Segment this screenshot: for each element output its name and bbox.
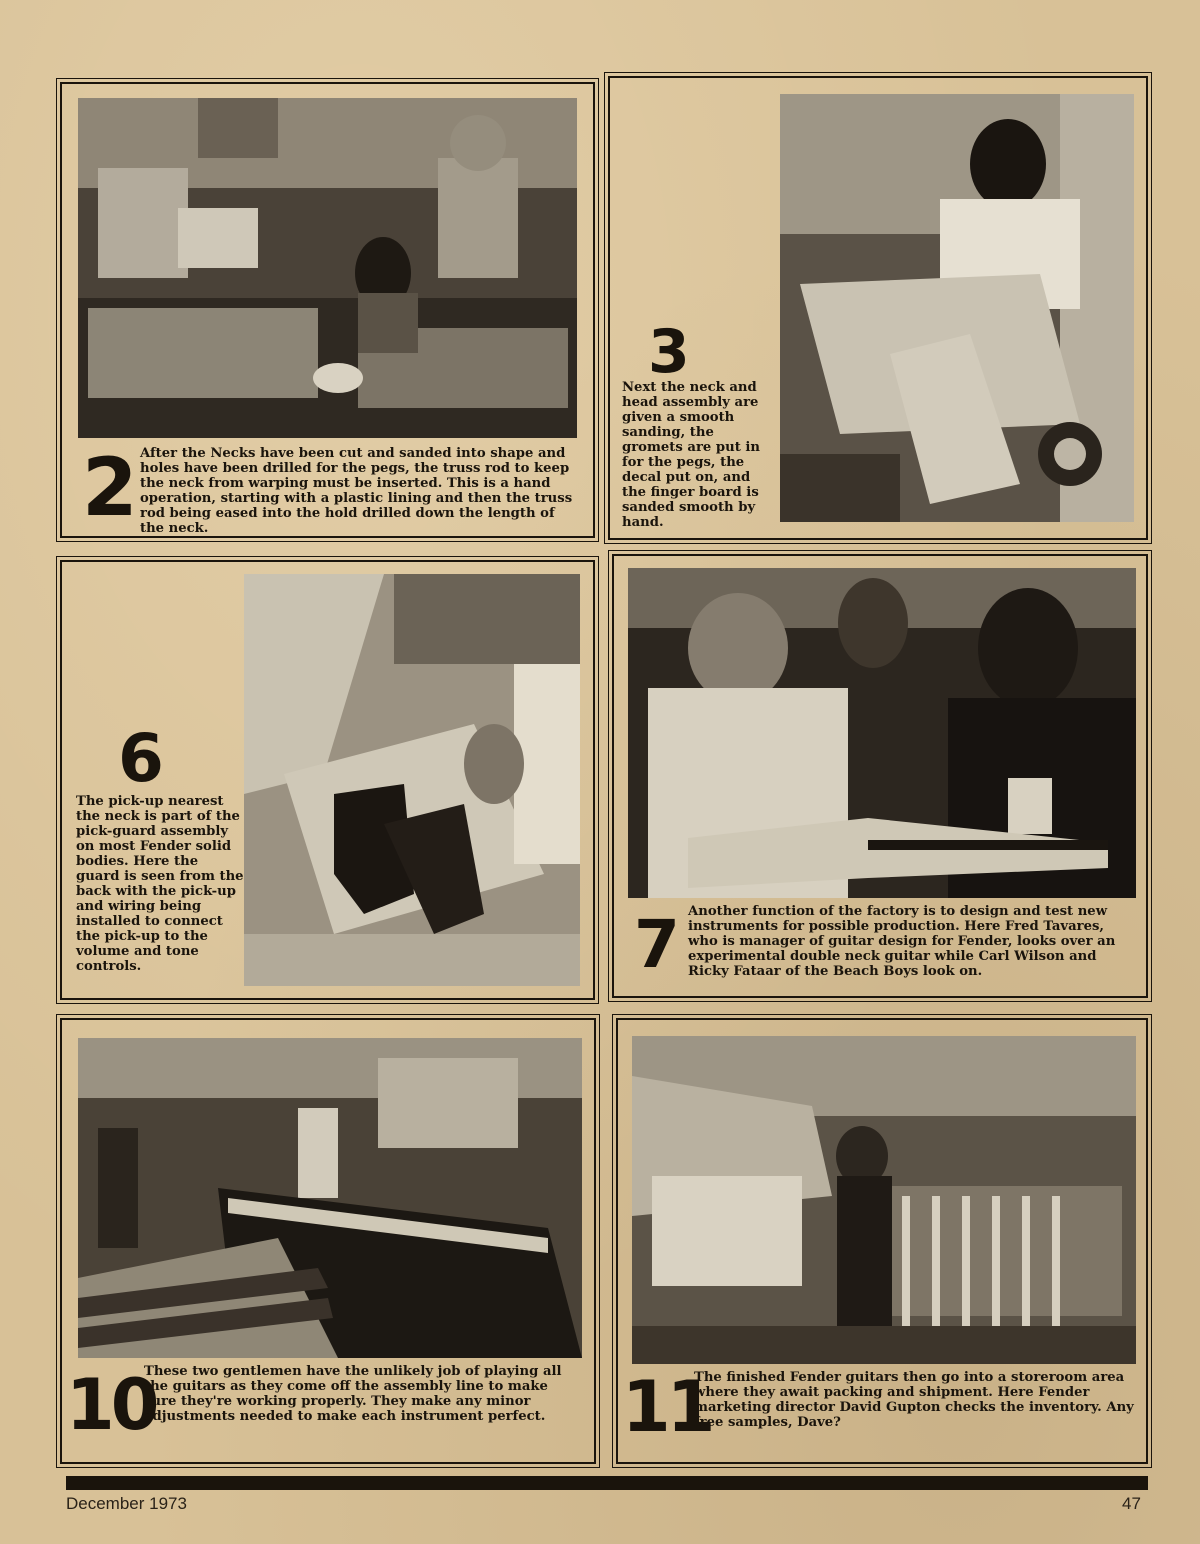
step-number: 2: [82, 441, 134, 534]
step-number: 11: [622, 1366, 712, 1448]
step-caption: After the Necks have been cut and sanded into shape and holes have been drilled for the pegs, the truss rod to keep the neck from warping must be inserted. This is a hand operation, starting with a plastic lining and then the truss rod being eased into the hold drilled down the length of the neck.: [140, 446, 573, 536]
page-number: 47: [1122, 1494, 1141, 1513]
step-number: 3: [648, 317, 686, 387]
step-caption: Next the neck and head assembly are given a smooth sanding, the gromets are put in for the pegs, the decal put on, and the finger board is sanded smooth by hand.: [622, 380, 760, 530]
panel-step-11: [616, 1018, 1148, 1464]
photo-storeroom-inventory: [632, 1036, 1136, 1364]
panel-step-6: [60, 560, 595, 1000]
step-caption: The finished Fender guitars then go into a storeroom area where they await packing and shipment. Here Fender marketing director David Gupton checks the inventory. Any free samples, Dave?: [694, 1370, 1134, 1430]
photo-neck-truss-rod: [78, 98, 577, 438]
photo-neck-sanding: [780, 94, 1134, 522]
step-number: 10: [66, 1364, 156, 1446]
photo-pickguard-wiring: [244, 574, 580, 986]
panel-step-7: [612, 554, 1148, 998]
photo-double-neck-guitar: [628, 568, 1136, 898]
step-number: 6: [118, 720, 160, 797]
footer-rule: [66, 1476, 1148, 1490]
panel-step-10: [60, 1018, 596, 1464]
step-number: 7: [634, 906, 676, 983]
step-caption: Another function of the factory is to design and test new instruments for possible production. Here Fred Tavares, who is manager of guitar design for Fender, looks over an experimental double neck guitar while Carl Wilson and Ricky Fataar of the Beach Boys look on.: [688, 904, 1116, 979]
panel-step-3: [608, 76, 1148, 540]
step-caption: These two gentlemen have the unlikely job of playing all the guitars as they come off the assembly line to make sure they're working properly. They make any minor adjustments needed to make each instrument perfect.: [144, 1364, 562, 1424]
issue-date: December 1973: [66, 1494, 187, 1513]
step-caption: The pick-up nearest the neck is part of the pick-guard assembly on most Fender solid bodies. Here the guard is seen from the back with the pick-up and wiring being installed to connect the pick-up to the volume and tone controls.: [76, 794, 244, 974]
panel-step-2: [60, 82, 595, 538]
photo-assembly-line: [78, 1038, 582, 1358]
